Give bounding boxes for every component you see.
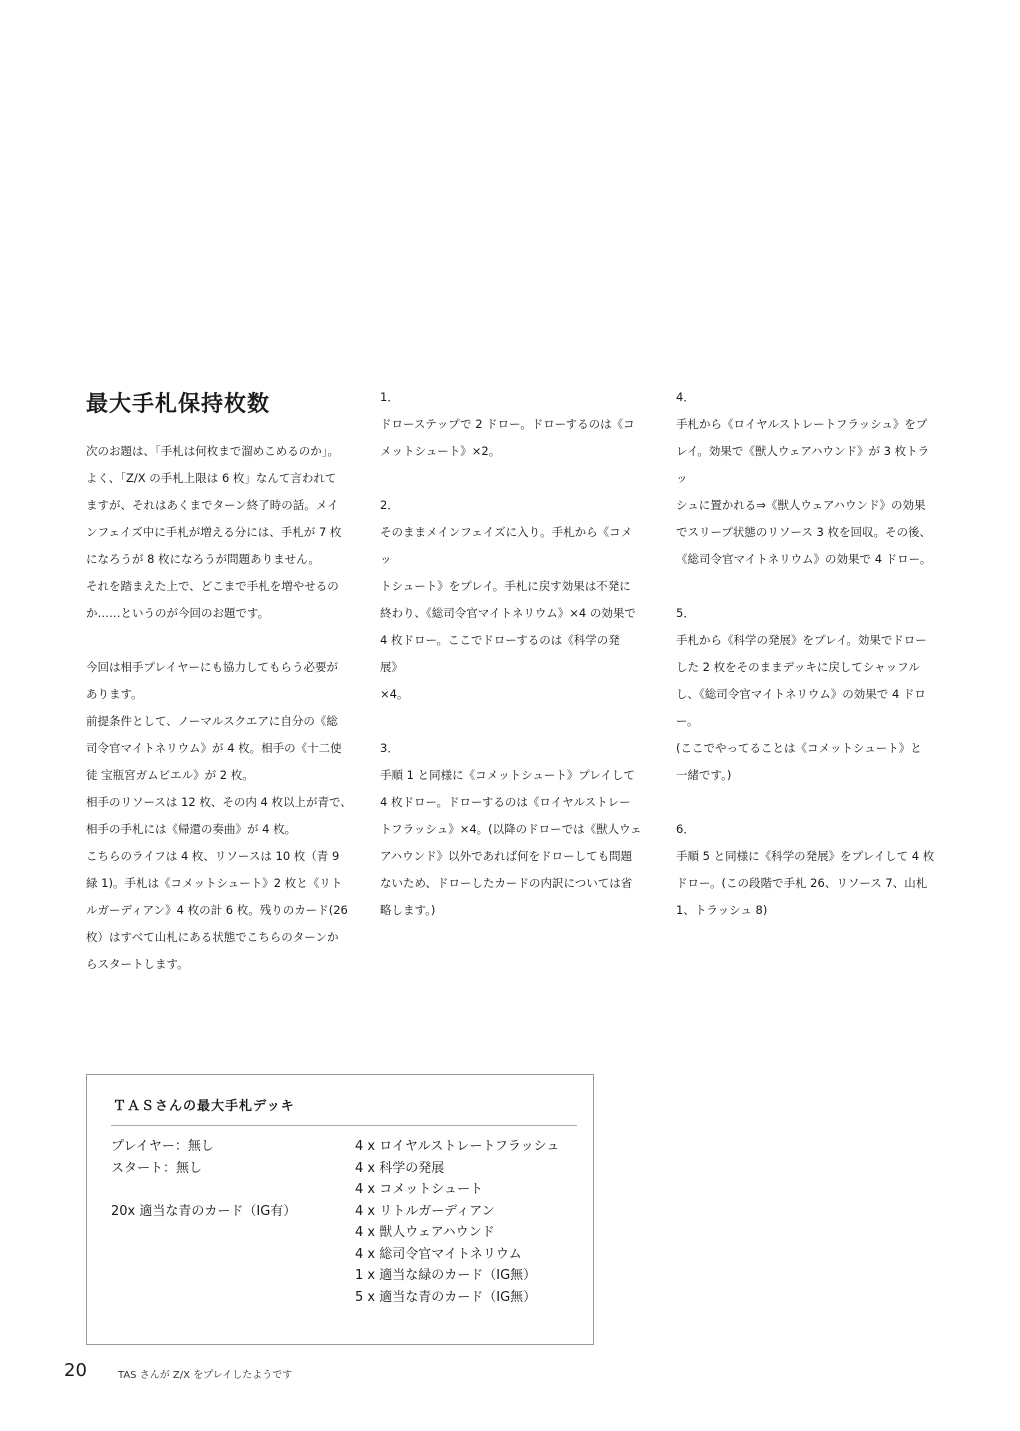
deck-card-item: 4 x 科学の発展 [355, 1160, 445, 1176]
deck-card-item: 4 x 獣人ウェアハウンド [355, 1225, 495, 1240]
column-steps-4-6 [676, 384, 938, 924]
step-1: 1． ドローステップで 2 ドロー。ドローするのは《コ メットシュート》×2。 [380, 390, 635, 458]
deck-start: スタート：無し [111, 1160, 203, 1176]
deck-card-list [355, 1136, 559, 1308]
page-number: 20 [64, 1360, 87, 1381]
deck-list-box [86, 1074, 594, 1345]
intro-paragraph: 次のお題は、「手札は何枚まで溜めこめるのか」。 よく、「Z/X の手札上限は 6 枚」なんて言われて ますが、それはあくまでターン終了時の話。メイ ンフェイズ中に手札が増える分には、手札が 7 枚 になろうが 8 枚になろうが問題ありません。 それを踏まえた上で、どこまで手札を増やせるの か……というのが今回のお題です。 [86, 444, 342, 620]
column-steps-1-3 [380, 384, 642, 924]
deck-card-item: 1 x 適当な緑のカード（IG無） [355, 1268, 537, 1283]
step-3: 3． 手順 1 と同様に《コメットシュート》プレイして 4 枚ドロー。ドローするのは《ロイヤルストレー トフラッシュ》×4。(以降のドローでは《獣人ウェ アハウンド》以外であれば何をドローしても問題 ないため、ドローしたカードの内訳については省 略します。) [380, 741, 642, 917]
deck-title: ＴＡＳさんの最大手札デッキ [113, 1099, 295, 1114]
step-6: 6． 手順 5 と同様に《科学の発展》をプレイして 4 枚 ドロー。(この段階で手札 26、リソース 7、山札 1、トラッシュ 8) [676, 822, 935, 917]
deck-ig-cards: 20x 適当な青のカード（IG有） [111, 1203, 297, 1219]
article-title: 最大手札保持枚数 [86, 392, 271, 417]
deck-card-item: 5 x 適当な青のカード（IG無） [355, 1289, 537, 1305]
deck-player: プレイヤー：無し [111, 1139, 214, 1154]
conditions-paragraph: 今回は相手プレイヤーにも協力してもらう必要が あります。 前提条件として、ノーマルスクエアに自分の《総 司令官マイトネリウム》が 4 枚。相手の《十二使 徒 宝瓶宮ガムビエル》が 2 枚。 相手のリソースは 12 枚、その内 4 枚以上が青で、 相手の手札には《帰還の奏曲》が 4 枚。 こちらのライフは 4 枚、リソースは 10 枚（青 9 緑 1)。手札は《コメットシュート》2 枚と《リト ルガーディアン》4 枚の計 6 枚。残りのカード(26 枚）はすべて山札にある状態でこちらのターンか らスタートします。 [86, 660, 352, 971]
deck-card-item: 4 x リトルガーディアン [355, 1203, 495, 1219]
step-5: 5． 手札から《科学の発展》をプレイ。効果でドロー した 2 枚をそのままデッキに戻してシャッフル し、《総司令官マイトネリウム》の効果で 4 ドロー。 (ここでやってることは《コメットシュート》と 一緒です。) [676, 606, 927, 782]
step-4: 4． 手札から《ロイヤルストレートフラッシュ》をプ レイ。効果で《獣人ウェアハウンド》が 3 枚トラッ シュに置かれる⇒《獣人ウェアハウンド》の効果 でスリープ状態のリソース 3 枚を回収。その後、 《総司令官マイトネリウム》の効果で 4 ドロー。 [676, 390, 932, 566]
running-title: TAS さんが Z/X をプレイしたようです [118, 1370, 293, 1381]
deck-card-item: 4 x 総司令官マイトネリウム [355, 1246, 522, 1262]
column-intro [86, 438, 354, 978]
deck-card-item: 4 x ロイヤルストレートフラッシュ [355, 1139, 560, 1154]
deck-divider [111, 1125, 577, 1126]
step-2: 2． そのままメインフェイズに入り。手札から《コメッ トシュート》をプレイ。手札に戻す効果は不発に 終わり、《総司令官マイトネリウム》×4 の効果で 4 枚ドロー。ここでドローするのは《科学の発展》 ×4。 [380, 498, 636, 701]
deck-card-item: 4 x コメットシュート [355, 1182, 483, 1197]
deck-meta [111, 1136, 296, 1222]
